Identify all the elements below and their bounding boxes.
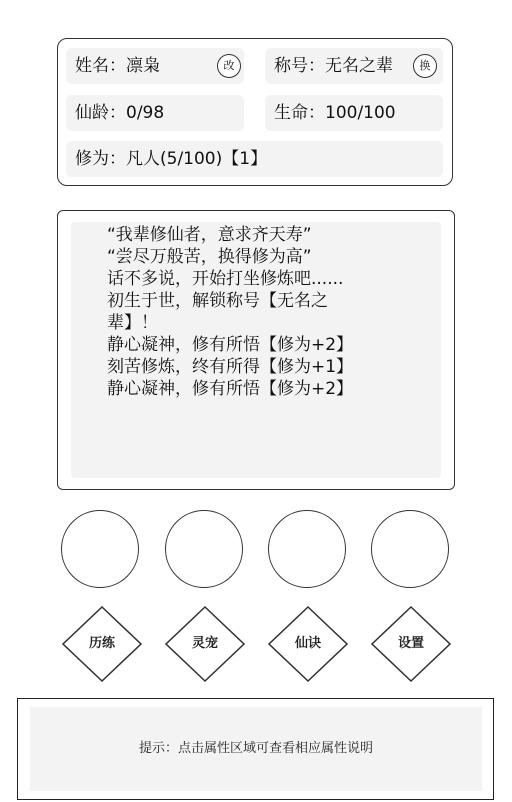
rename-button[interactable]: 改 <box>217 54 241 78</box>
message-log-lines <box>107 224 377 400</box>
menu-trial-label: 历练 <box>88 636 115 651</box>
cultivation-label: 修为：凡人(5/100)【1】 <box>75 149 268 169</box>
slot-circle-4[interactable] <box>371 510 449 588</box>
slot-circle-1[interactable] <box>61 510 139 588</box>
tip-panel <box>17 698 494 800</box>
life-field[interactable] <box>265 95 443 131</box>
name-label: 姓名：凛枭 <box>75 56 160 76</box>
log-line: 静心凝神，修有所悟【修为+2】 <box>107 379 354 399</box>
log-line: 刻苦修炼，终有所得【修为+1】 <box>107 357 354 377</box>
menu-skill-button[interactable] <box>268 606 348 682</box>
menu-trial-button[interactable] <box>62 606 142 682</box>
menu-settings-button[interactable] <box>371 606 451 682</box>
menu-pet-button[interactable] <box>165 606 245 682</box>
age-field[interactable] <box>66 95 244 131</box>
tip-text: 提示：点击属性区域可查看相应属性说明 <box>30 707 482 791</box>
change-title-button[interactable]: 换 <box>413 54 437 78</box>
log-line: “我辈修仙者，意求齐天寿” <box>107 225 312 245</box>
log-line: 初生于世，解锁称号【无名之辈】！ <box>107 291 328 333</box>
life-label: 生命：100/100 <box>274 103 396 123</box>
title-field[interactable] <box>265 48 443 84</box>
title-label: 称号：无名之辈 <box>274 56 393 76</box>
name-field[interactable] <box>66 48 244 84</box>
menu-skill-label: 仙诀 <box>294 636 321 651</box>
menu-settings-label: 设置 <box>397 636 424 651</box>
message-log <box>57 210 455 490</box>
log-line: 话不多说，开始打坐修炼吧...... <box>107 269 344 289</box>
menu-pet-label: 灵宠 <box>191 636 218 651</box>
age-label: 仙龄：0/98 <box>75 103 165 123</box>
log-line: “尝尽万般苦，换得修为高” <box>107 247 312 267</box>
slot-circle-3[interactable] <box>268 510 346 588</box>
status-panel <box>57 38 453 186</box>
log-line: 静心凝神，修有所悟【修为+2】 <box>107 335 354 355</box>
cultivation-field[interactable] <box>66 141 443 177</box>
message-log-area[interactable] <box>71 222 441 478</box>
slot-circle-2[interactable] <box>165 510 243 588</box>
